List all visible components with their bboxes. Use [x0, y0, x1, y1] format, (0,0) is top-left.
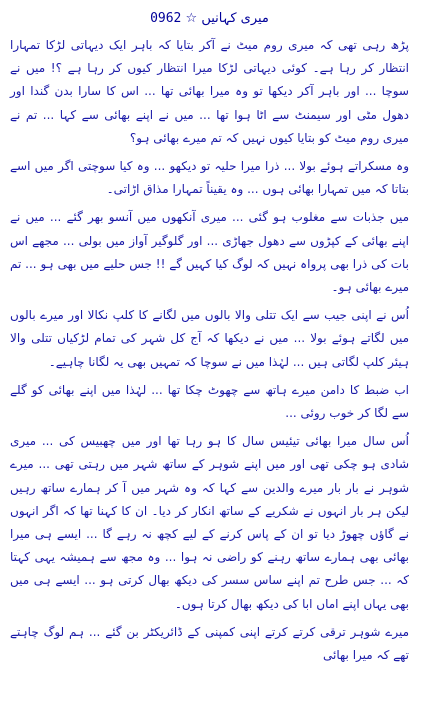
story-paragraph-1: پڑھ رہی تھی کہ میری روم میٹ نے آکر بتایا کہ باہر ایک دیہاتی لڑکا تمہارا انتظار کر رہا ہے۔ کوئی دیہاتی لڑکا میرا انتظار کیوں کر رہا ہے ؟! میں نے سوچا ... اور باہر آکر دیکھا تو وہ میرا بھائی تھا ... اس کا سارا بدن گندا اور دھول مٹی اور سیمنٹ سے اٹا ہوا تھا ... میں نے اپنے بھائی سے کہا ... تم نے میری روم میٹ کو بتایا کیوں نہیں کہ تم میرے بھائی ہو؟: [10, 38, 409, 145]
story-paragraph-7: میرے شوہر ترقی کرتے کرتے اپنی کمپنی کے ڈائریکٹر بن گئے ... ہم لوگ چاہتے تھے کہ میرا بھائی: [10, 624, 409, 663]
story-paragraph-2: وہ مسکراتے ہوئے بولا ... ذرا میرا حلیہ تو دیکھو ... وہ کیا سوچتی اگر میں اسے بتاتا کہ میں تمہارا بھائی ہوں ... وہ یقیناً تمہارا مذاق اڑاتی۔: [10, 159, 409, 197]
story-paragraph-4: اُس نے اپنی جیب سے ایک تتلی والا بالوں میں لگانے کا کلپ نکالا اور میرے بالوں میں لگاتے ہوئے بولا ... میں نے دیکھا کہ آج کل شہر کی تمام لڑکیاں تتلی والا ہیئر کلپ لگاتی ہیں ... لہٰذا میں نے سوچا کہ تمہیں بھی یہ لگانا چاہیے۔: [10, 308, 409, 369]
story-body: [10, 34, 409, 667]
story-paragraph-5: اب ضبط کا دامن میرے ہاتھ سے چھوٹ چکا تھا ... لہٰذا میں اپنے بھائی کو گلے سے لگا کر خوب روئی ...: [10, 382, 409, 421]
page-title-text: میری کہانیں: [201, 11, 269, 26]
star-icon: ☆: [185, 11, 198, 26]
page-title: [10, 10, 409, 28]
page-number: 0962: [150, 11, 182, 26]
story-paragraph-6: اُس سال میرا بھائی تیئیس سال کا ہو رہا تھا اور میں چھبیس کی ... میری شادی ہو چکی تھی اور میں اپنے شوہر کے ساتھ شہر میں رہتی تھی ... میرے شوہر نے بار بار میرے والدین سے کہا کہ وہ شہر میں آ کر ہمارے ساتھ رہیں لیکن ہر بار انہوں نے شکریے کے ساتھ انکار کر دیا۔ ان کا کہنا تھا کہ اگر انہوں نے گاؤں چھوڑ دیا تو ان کے پاس کرنے کے لیے کچھ نہ رہے گا ... ایسے ہی میرا بھائی بھی ہمارے ساتھ رہنے کو راضی نہ ہوا ... وہ مجھ سے ہمیشہ یہی کہتا کہ ... جس طرح تم اپنے ساس سسر کی دیکھ بھال کرتی ہو ... ایسے ہی میں بھی یہاں اپنے اماں ابا کی دیکھ بھال کرتا ہوں۔: [10, 434, 409, 611]
story-page: [0, 10, 421, 727]
story-paragraph-3: میں جذبات سے مغلوب ہو گئی ... میری آنکھوں میں آنسو بھر گئے ... میں نے اپنے بھائی کے کپڑوں سے دھول جھاڑی ... اور گلوگیر آواز میں بولی ... مجھے اس بات کی ذرا بھی پرواہ نہیں کہ لوگ کیا کہیں گے !! جس حلیے میں بھی ہو ... تم میرے بھائی ہو۔: [10, 210, 409, 295]
